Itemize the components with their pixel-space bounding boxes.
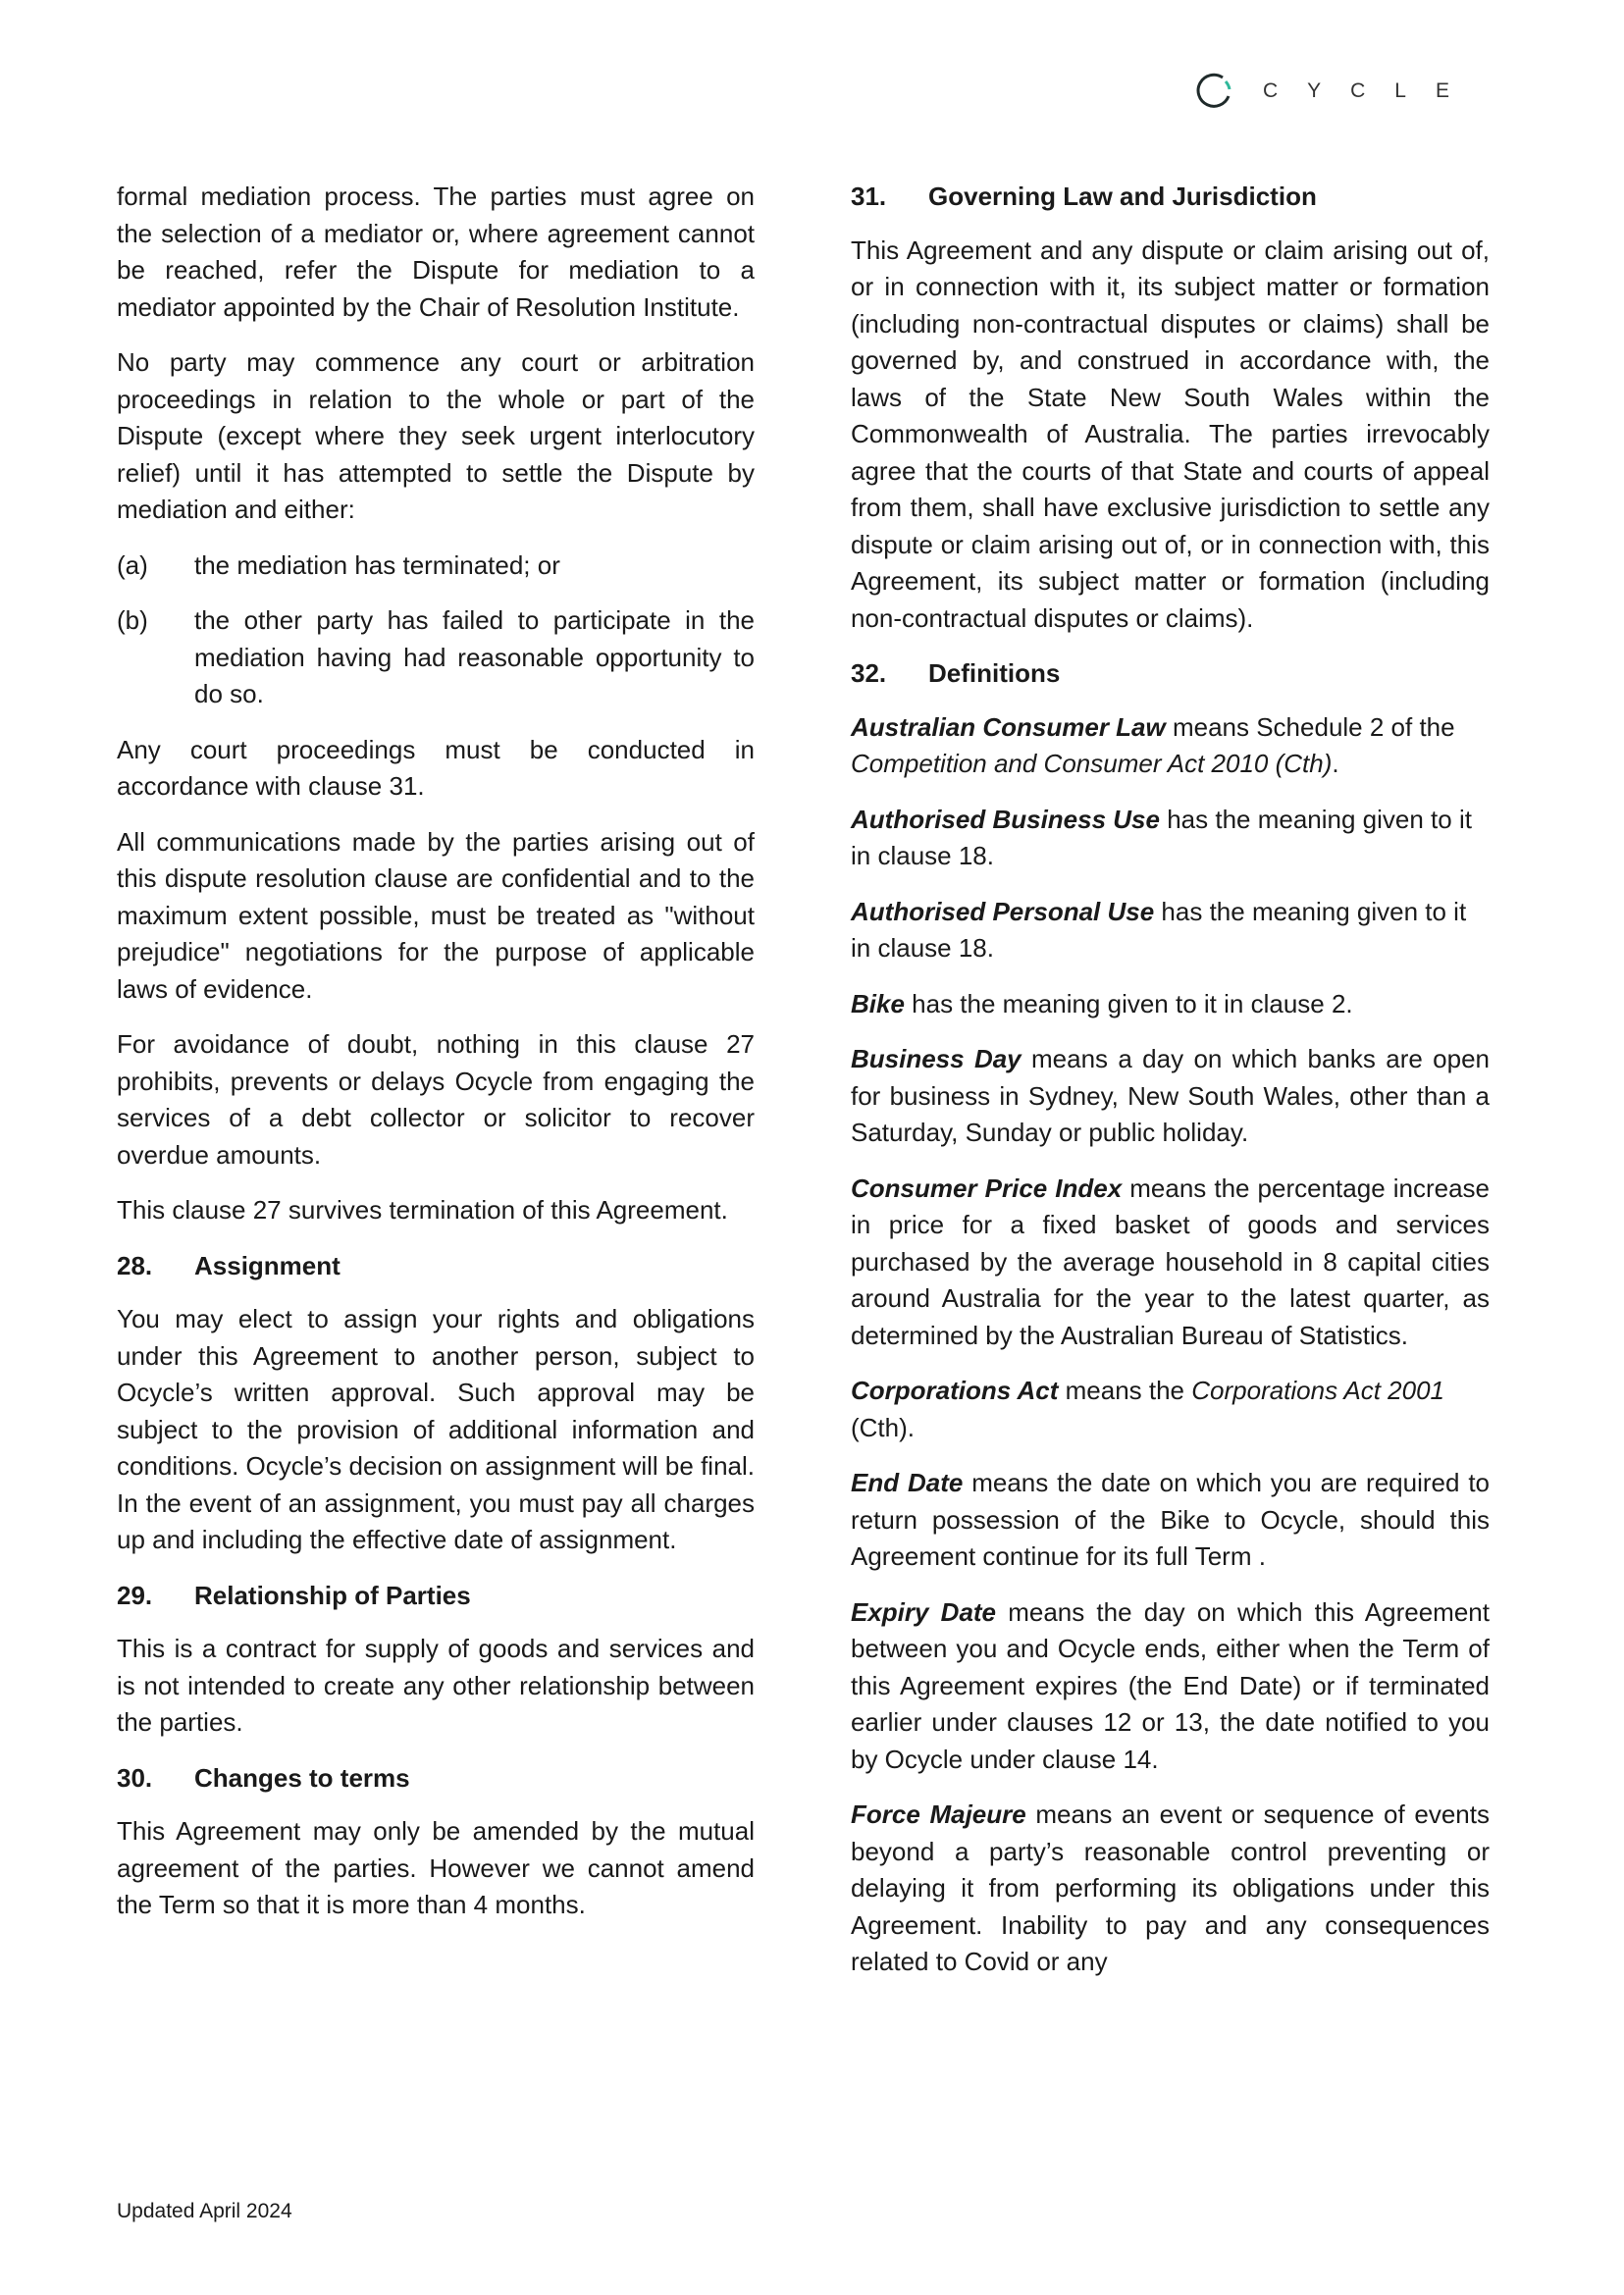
section-title: Changes to terms — [194, 1762, 410, 1793]
section-number: 32. — [851, 658, 887, 688]
definition-text: (Cth). — [851, 1412, 915, 1442]
defined-term: Authorised Personal Use — [851, 896, 1155, 926]
definition-bike — [851, 986, 1490, 1023]
definition-text: means an event or sequence of events beyond a party’s reasonable control preventing or delaying it from performing its obligations under this Agreement. Inability to pay and any consequences related to Covid or any — [851, 1799, 1490, 1976]
section-heading-32 — [851, 655, 1490, 693]
paragraph: All communications made by the parties arising out of this dispute resolution clause are confidential and to the maximum extent possible, must be treated as "without prejudice" negotiations for the purpose of applicable laws of evidence. — [117, 826, 755, 1004]
defined-term: Force Majeure — [851, 1799, 1026, 1829]
section-title: Governing Law and Jurisdiction — [928, 182, 1317, 211]
definition-text: has the meaning given to it in clause 18. — [851, 896, 1467, 963]
sub-clause-label: (b) — [117, 605, 148, 635]
paragraph: For avoidance of doubt, nothing in this clause 27 prohibits, prevents or delays Ocycle from engaging the services of a debt collector or solicitor to recover overdue amounts. — [117, 1029, 755, 1170]
section-heading-29 — [117, 1578, 755, 1615]
logo-text: CYCLE — [1262, 79, 1479, 102]
paragraph: This Agreement may only be amended by the mutual agreement of the parties. However we cannot amend the Term so that it is more than 4 months. — [117, 1816, 755, 1919]
defined-term: Corporations Act — [851, 1376, 1059, 1405]
paragraph: You may elect to assign your rights and obligations under this Agreement to another person, subject to Ocycle’s written approval. Such approval may be subject to the provision of additional information and conditions. Ocycle’s decision on assignment will be final. In the event of an assignment, you must pay all charges up and including the effective date of assignment. — [117, 1304, 755, 1554]
right-column — [851, 179, 1490, 2000]
footer-updated-date: Updated April 2024 — [117, 2200, 292, 2222]
definition-australian-consumer-law — [851, 709, 1490, 783]
definition-force-majeure — [851, 1797, 1490, 1981]
paragraph: This clause 27 survives termination of this Agreement. — [117, 1195, 728, 1225]
sub-clause-a — [117, 548, 755, 585]
defined-term: Bike — [851, 988, 905, 1018]
defined-term: Australian Consumer Law — [851, 711, 1166, 742]
section-title: Relationship of Parties — [194, 1580, 471, 1610]
sub-clause-text: the mediation has terminated; or — [194, 549, 560, 580]
defined-term: Business Day — [851, 1044, 1022, 1073]
definition-business-day — [851, 1041, 1490, 1152]
definition-expiry-date — [851, 1594, 1490, 1779]
circle-ring-logo-icon — [1196, 73, 1233, 110]
sub-clause-text: the other party has failed to participate in the mediation having had reasonable opportunity to do so. — [194, 605, 755, 708]
left-column — [117, 179, 755, 1943]
definition-authorised-personal-use — [851, 894, 1490, 967]
definition-text: has the meaning given to it in clause 18. — [851, 804, 1472, 870]
definition-authorised-business-use — [851, 802, 1490, 875]
definition-text: means the date on which you are required to return possession of the Bike to Ocycle, should this Agreement continue for its full Term . — [851, 1468, 1491, 1571]
paragraph: formal mediation process. The parties must agree on the selection of a mediator or, where agreement cannot be reached, refer the Dispute for mediation to a mediator appointed by the Chair of Resolution Institute. — [117, 182, 755, 322]
section-heading-31 — [851, 179, 1490, 216]
sub-clause-b — [117, 602, 755, 713]
section-title: Definitions — [928, 658, 1061, 688]
section-heading-30 — [117, 1760, 755, 1798]
definition-text: means a day on which banks are open for business in Sydney, New South Wales, other than a Saturday, Sunday or public holiday. — [851, 1044, 1490, 1147]
definition-corporations-act — [851, 1373, 1490, 1446]
section-heading-28 — [117, 1248, 755, 1285]
section-number: 30. — [117, 1762, 153, 1793]
act-name: Corporations Act 2001 — [1191, 1376, 1444, 1405]
definition-text: means the — [1058, 1376, 1192, 1405]
section-number: 28. — [117, 1250, 153, 1280]
definition-text: has the meaning given to it in clause 2. — [904, 988, 1353, 1018]
definition-text: means Schedule 2 of the — [1165, 711, 1455, 742]
definition-consumer-price-index — [851, 1171, 1490, 1355]
definition-end-date — [851, 1465, 1490, 1576]
act-name: Competition and Consumer Act 2010 (Cth) — [851, 749, 1333, 778]
sub-clause-label: (a) — [117, 549, 148, 580]
paragraph: This Agreement and any dispute or claim arising out of, or in connection with it, its subject matter or formation (including non-contractual disputes or claims) shall be governed by, and construed in accordance with, the laws of the State New South Wales within the Commonwealth of Australia. The parties irrevocably agree that the courts of that State and courts of appeal from them, shall have exclusive jurisdiction to settle any dispute or claim arising out of, or in connection with, this Agreement, its subject matter or formation (including non-contractual disputes or claims). — [851, 235, 1490, 633]
defined-term: Authorised Business Use — [851, 804, 1160, 834]
section-title: Assignment — [194, 1250, 341, 1280]
paragraph: Any court proceedings must be conducted in accordance with clause 31. — [117, 734, 755, 801]
defined-term: End Date — [851, 1468, 964, 1497]
paragraph: This is a contract for supply of goods and services and is not intended to create any other relationship between the parties. — [117, 1634, 755, 1737]
definition-text: means the day on which this Agreement between you and Ocycle ends, either when the Term of this Agreement expires (the End Date) or if terminated earlier under clauses 12 or 13, the date notified to you by Ocycle under clause 14. — [851, 1596, 1490, 1774]
definition-text: . — [1332, 749, 1339, 778]
definition-text: means the percentage increase in price for a fixed basket of goods and services purchased by the average household in 8 capital cities around Australia for the year to the latest quarter, as determined by the Australian Bureau of Statistics. — [851, 1173, 1490, 1350]
section-number: 29. — [117, 1580, 153, 1610]
defined-term: Consumer Price Index — [851, 1173, 1123, 1203]
paragraph: No party may commence any court or arbitration proceedings in relation to the whole or part of the Dispute (except where they seek urgent interlocutory relief) until it has attempted to settle the Dispute by mediation and either: — [117, 347, 755, 524]
header-logo — [1196, 73, 1479, 110]
defined-term: Expiry Date — [851, 1596, 997, 1627]
section-number: 31. — [851, 182, 887, 211]
